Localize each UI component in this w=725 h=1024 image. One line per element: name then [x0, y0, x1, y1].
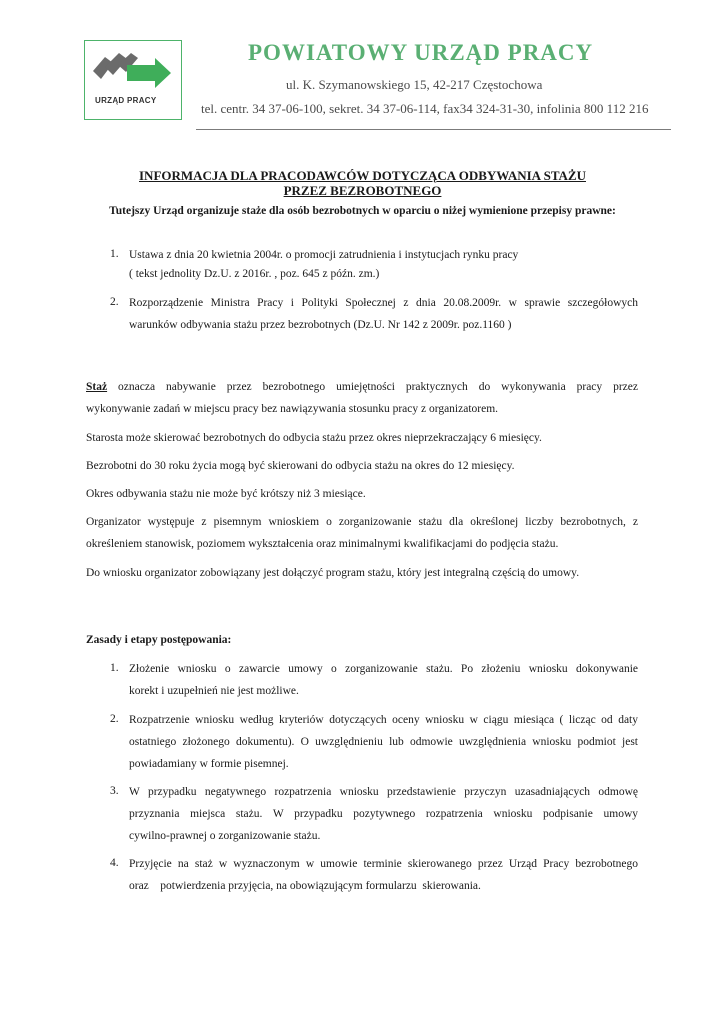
document-title-line1: INFORMACJA DLA PRACODAWCÓW DOTYCZĄCA ODBYWANIA STAŻU: [139, 168, 586, 183]
logo-text: URZĄD PRACY: [95, 96, 157, 105]
step-line: przyznania miejsca stażu. W przypadku pozytywnego rozpatrzenia wniosku podpisanie umowy: [129, 808, 638, 820]
procedure-heading: Zasady i etapy postępowania:: [86, 634, 232, 646]
header-divider: [196, 129, 671, 130]
law-line: warunków odbywania stażu przez bezrobotnych (Dz.U. Nr 142 z 2009r. poz.1160 ): [129, 319, 512, 331]
logo: [84, 40, 182, 120]
step-line: ostatniego złożonego dokumentu). O uwzględnieniu lub odmowie uwzględnienia wniosku podmiot jest: [129, 736, 638, 748]
paragraph: Starosta może skierować bezrobotnych do odbycia stażu przez okres nieprzekraczający 6 miesięcy.: [86, 432, 542, 444]
definition-term: Staż: [86, 381, 108, 393]
cards-arrow-icon: [85, 41, 181, 119]
step-line: korekt i uzupełnień nie jest możliwe.: [129, 685, 299, 697]
step-line: Przyjęcie na staż w wyznaczonym w umowie terminie skierowanego przez Urząd Pracy bezrobotnego: [129, 858, 638, 870]
intro-text: Tutejszy Urząd organizuje staże dla osób bezrobotnych w oparciu o niżej wymienione przepisy prawne:: [109, 205, 616, 217]
step-line: cywilno-prawnej o zorganizowanie stażu.: [129, 830, 321, 842]
law-line: Rozporządzenie Ministra Pracy i Polityki Społecznej z dnia 20.08.2009r. w sprawie szczegółowych: [129, 297, 638, 309]
law-line: ( tekst jednolity Dz.U. z 2016r. , poz. 645 z późn. zm.): [129, 268, 380, 280]
step-line: Rozpatrzenie wniosku według kryteriów dotyczących oceny wniosku w ciągu miesiąca ( licząc od daty: [129, 714, 638, 726]
step-number: 4.: [110, 857, 119, 869]
step-line: oraz potwierdzenia przyjęcia, na obowiązującym formularzu skierowania.: [129, 880, 481, 892]
org-address: ul. K. Szymanowskiego 15, 42-217 Częstochowa: [286, 77, 543, 92]
step-line: Złożenie wniosku o zawarcie umowy o zorganizowanie stażu. Po złożeniu wniosku dokonywanie: [129, 663, 638, 675]
law-number: 1.: [110, 248, 119, 260]
definition-text: oznacza nabywanie przez bezrobotnego umiejętności praktycznych do wykonywania pracy przez: [107, 381, 638, 393]
law-line: Ustawa z dnia 20 kwietnia 2004r. o promocji zatrudnienia i instytucjach rynku pracy: [129, 249, 519, 261]
attachment-text: Do wniosku organizator zobowiązany jest dołączyć program stażu, który jest integralną częścią do umowy.: [86, 567, 580, 579]
step-number: 3.: [110, 785, 119, 797]
org-phones: tel. centr. 34 37-06-100, sekret. 34 37-06-114, fax34 324-31-30, infolinia 800 112 216: [201, 101, 649, 116]
step-number: 1.: [110, 662, 119, 674]
law-number: 2.: [110, 296, 119, 308]
definition-line1: [86, 380, 638, 395]
step-line: powiadamiany w formie pisemnej.: [129, 758, 289, 770]
organizer-line1: Organizator występuje z pisemnym wnioskiem o zorganizowanie stażu dla określonej liczby bezrobotnych, z: [86, 516, 638, 528]
definition-line2: wykonywanie zadań w miejscu pracy bez nawiązywania stosunku pracy z organizatorem.: [86, 403, 499, 415]
paragraph: Bezrobotni do 30 roku życia mogą być skierowani do odbycia stażu na okres do 12 miesięcy.: [86, 460, 515, 472]
org-name: POWIATOWY URZĄD PRACY: [248, 40, 594, 65]
paragraph: Okres odbywania stażu nie może być krótszy niż 3 miesiące.: [86, 488, 366, 500]
organizer-line2: określeniem stanowisk, poziomem wykształcenia oraz minimalnymi kwalifikacjami do podjęcia stażu.: [86, 538, 559, 550]
step-line: W przypadku negatywnego rozpatrzenia wniosku przedstawienie przyczyn uzasadniających odmowę: [129, 786, 638, 798]
document-title-line2: PRZEZ BEZROBOTNEGO: [283, 183, 442, 198]
step-number: 2.: [110, 713, 119, 725]
